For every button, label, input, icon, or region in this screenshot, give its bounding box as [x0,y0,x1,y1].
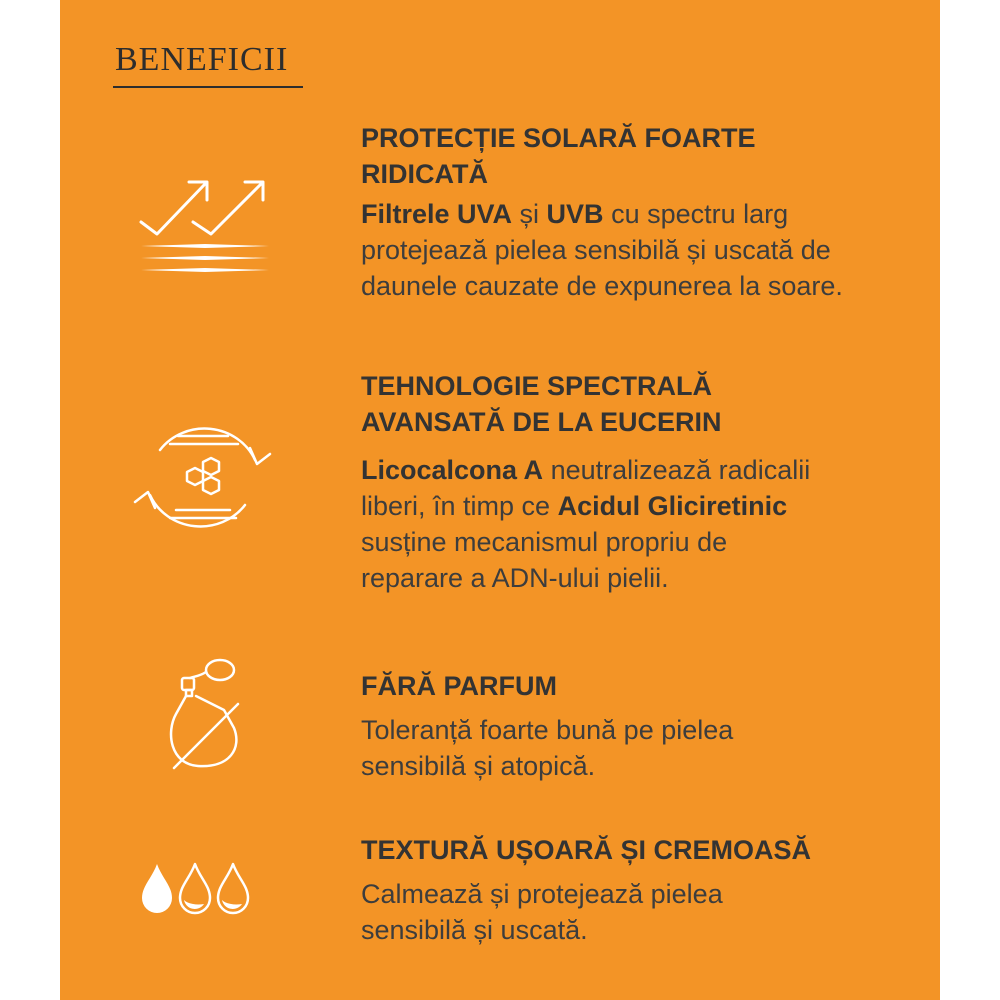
highlight-text: Filtrele UVA [361,199,513,229]
description-text: cu spectru larg protejează pielea sensibilă și uscată de daunele cauzate de expunerea la soare. [361,199,843,301]
description-text: Toleranță foarte bună pe pielea sensibilă și atopică. [361,715,734,781]
benefit-title: TEHNOLOGIE SPECTRALĂ AVANSATĂ DE LA EUCERIN [361,371,722,437]
benefit-title: TEXTURĂ UȘOARĂ ȘI CREMOASĂ [361,835,812,865]
page-title: BENEFICII [115,41,289,78]
molecule-cycle-icon [130,420,275,535]
description-text: neutralizează radicalii liberi, în timp ce [361,455,811,521]
benefit-description [361,196,861,304]
benefit-description [361,452,831,596]
description-text: și [512,199,547,229]
no-perfume-icon [160,656,250,776]
benefit-title: PROTECȚIE SOLARĂ FOARTE RIDICATĂ [361,123,756,189]
water-drops-icon [138,860,253,920]
benefit-description [361,712,841,784]
highlight-text: Acidul Gliciretinic [557,491,788,521]
description-text: Calmează și protejează pielea sensibilă și uscată. [361,879,723,945]
title-underline [113,86,303,88]
highlight-text: Licocalcona A [361,455,544,485]
benefit-title: FĂRĂ PARFUM [361,671,557,701]
sun-protection-arrows-icon [135,172,275,277]
highlight-text: UVB [546,199,604,229]
description-text: susține mecanismul propriu de reparare a ADN-ului pielii. [361,527,728,593]
benefit-description [361,876,821,948]
